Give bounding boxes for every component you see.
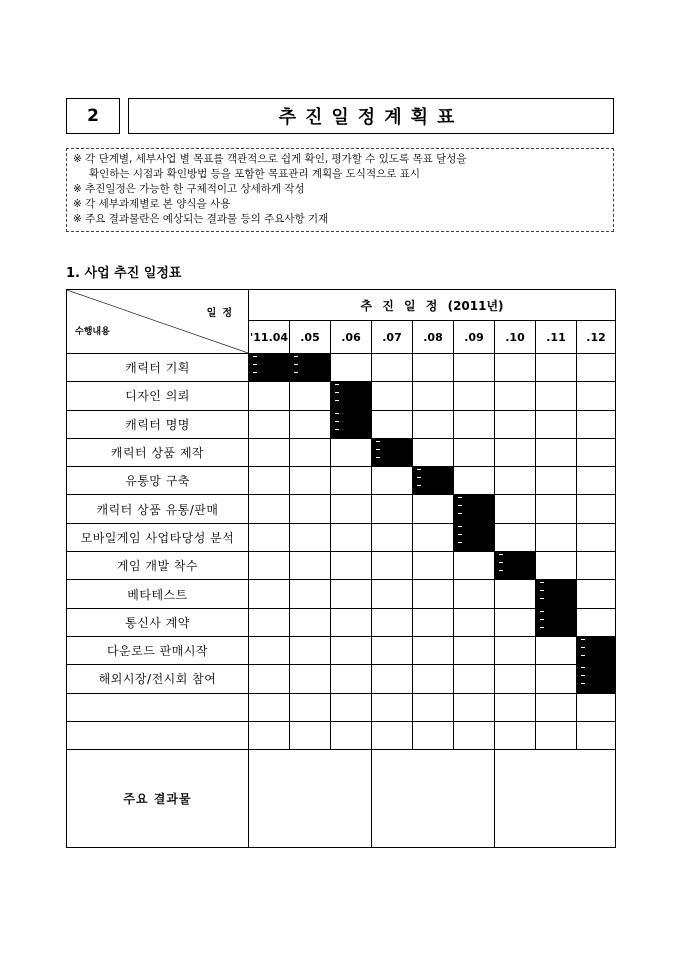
- schedule-cell: [577, 382, 616, 410]
- task-name: 해외시장/전시회 참여: [67, 665, 249, 693]
- schedule-cell: [249, 523, 290, 551]
- schedule-cell: [536, 523, 577, 551]
- schedule-cell: [536, 636, 577, 664]
- schedule-cell: [413, 382, 454, 410]
- month-header: '11.04: [249, 321, 290, 354]
- task-name: 캐릭터 상품 유통/판매: [67, 495, 249, 523]
- schedule-cell: [495, 410, 536, 438]
- task-row: [67, 721, 616, 749]
- schedule-cell: [372, 495, 413, 523]
- corner-label-tasks: 수행내용: [75, 327, 110, 337]
- note-line: ※ 추진일정은 가능한 한 구체적이고 상세하게 작성: [73, 183, 305, 195]
- schedule-cell: [249, 665, 290, 693]
- schedule-cell: [536, 438, 577, 466]
- schedule-cell: [495, 467, 536, 495]
- schedule-bar: [249, 354, 290, 382]
- schedule-cell: [413, 552, 454, 580]
- schedule-bar: [495, 552, 536, 580]
- schedule-cell: [536, 410, 577, 438]
- schedule-cell: [454, 354, 495, 382]
- schedule-cell: [495, 354, 536, 382]
- schedule-cell: [413, 636, 454, 664]
- schedule-cell: [536, 495, 577, 523]
- results-cell: [249, 750, 372, 848]
- schedule-cell: [290, 523, 331, 551]
- schedule-bar: [331, 410, 372, 438]
- section-number: 2: [66, 98, 120, 134]
- schedule-cell: [372, 608, 413, 636]
- schedule-cell: [536, 354, 577, 382]
- schedule-cell: [249, 552, 290, 580]
- task-name: 캐릭터 상품 제작: [67, 438, 249, 466]
- schedule-cell: [249, 410, 290, 438]
- schedule-cell: [577, 693, 616, 721]
- schedule-cell: [290, 438, 331, 466]
- schedule-cell: [372, 354, 413, 382]
- schedule-cell: [454, 693, 495, 721]
- schedule-cell: [577, 580, 616, 608]
- schedule-cell: [577, 354, 616, 382]
- schedule-cell: [413, 721, 454, 749]
- schedule-cell: [372, 636, 413, 664]
- note-line: ※ 주요 결과물란은 예상되는 결과물 등의 주요사항 기재: [73, 213, 329, 225]
- schedule-bar: [413, 467, 454, 495]
- schedule-cell: [577, 438, 616, 466]
- schedule-cell: [372, 693, 413, 721]
- schedule-cell: [413, 580, 454, 608]
- schedule-subheading: 1. 사업 추진 일정표: [66, 266, 182, 281]
- task-name: 베타테스트: [67, 580, 249, 608]
- schedule-cell: [454, 721, 495, 749]
- schedule-cell: [495, 608, 536, 636]
- schedule-cell: [577, 467, 616, 495]
- schedule-cell: [495, 438, 536, 466]
- schedule-cell: [454, 467, 495, 495]
- instruction-notes: [66, 148, 614, 232]
- task-row: [67, 467, 616, 495]
- section-title: 추진일정계획표: [128, 98, 614, 134]
- task-row: [67, 608, 616, 636]
- task-name: 유통망 구축: [67, 467, 249, 495]
- results-cell: [495, 750, 616, 848]
- task-name: [67, 693, 249, 721]
- schedule-cell: [413, 523, 454, 551]
- note-line: 확인하는 시점과 확인방법 등을 포함한 목표관리 계획을 도식적으로 표시: [89, 168, 420, 180]
- schedule-bar: [290, 354, 331, 382]
- schedule-cell: [577, 410, 616, 438]
- schedule-bar: [454, 495, 495, 523]
- schedule-title: 추 진 일 정 (2011년): [249, 290, 616, 321]
- schedule-cell: [495, 665, 536, 693]
- diagonal-divider: [67, 290, 248, 353]
- schedule-cell: [372, 467, 413, 495]
- schedule-cell: [577, 608, 616, 636]
- month-header: .08: [413, 321, 454, 354]
- schedule-bar: [372, 438, 413, 466]
- schedule-cell: [454, 665, 495, 693]
- schedule-cell: [331, 552, 372, 580]
- schedule-cell: [249, 382, 290, 410]
- task-row: [67, 636, 616, 664]
- corner-header-cell: [67, 290, 249, 354]
- schedule-cell: [454, 438, 495, 466]
- note-line: ※ 각 단계별, 세부사업 별 목표를 객관적으로 쉽게 확인, 평가할 수 있도록 목표 달성을: [73, 153, 467, 165]
- schedule-cell: [249, 608, 290, 636]
- task-row: [67, 438, 616, 466]
- schedule-cell: [577, 552, 616, 580]
- results-row: [67, 750, 616, 848]
- schedule-cell: [413, 354, 454, 382]
- task-name: 캐릭터 명명: [67, 410, 249, 438]
- schedule-cell: [413, 608, 454, 636]
- schedule-cell: [290, 580, 331, 608]
- results-cell: [372, 750, 495, 848]
- schedule-cell: [495, 580, 536, 608]
- schedule-cell: [290, 665, 331, 693]
- schedule-cell: [413, 693, 454, 721]
- task-name: [67, 721, 249, 749]
- schedule-cell: [290, 382, 331, 410]
- schedule-cell: [536, 382, 577, 410]
- schedule-cell: [372, 410, 413, 438]
- month-header: .09: [454, 321, 495, 354]
- task-row: [67, 354, 616, 382]
- schedule-cell: [290, 636, 331, 664]
- schedule-cell: [331, 693, 372, 721]
- task-row: [67, 580, 616, 608]
- schedule-cell: [372, 382, 413, 410]
- schedule-cell: [290, 608, 331, 636]
- task-row: [67, 693, 616, 721]
- month-header: .10: [495, 321, 536, 354]
- schedule-cell: [536, 467, 577, 495]
- schedule-cell: [454, 552, 495, 580]
- month-header: .11: [536, 321, 577, 354]
- schedule-cell: [372, 665, 413, 693]
- schedule-cell: [331, 354, 372, 382]
- schedule-cell: [454, 636, 495, 664]
- schedule-cell: [290, 495, 331, 523]
- schedule-cell: [331, 467, 372, 495]
- schedule-cell: [536, 665, 577, 693]
- schedule-cell: [495, 495, 536, 523]
- month-header: .07: [372, 321, 413, 354]
- schedule-bar: [536, 580, 577, 608]
- schedule-cell: [331, 438, 372, 466]
- schedule-cell: [290, 721, 331, 749]
- schedule-cell: [249, 636, 290, 664]
- corner-label-schedule: 일정: [206, 308, 238, 319]
- schedule-cell: [413, 665, 454, 693]
- schedule-bar: [577, 665, 616, 693]
- schedule-bar: [454, 523, 495, 551]
- schedule-cell: [249, 721, 290, 749]
- task-name: 통신사 계약: [67, 608, 249, 636]
- schedule-cell: [413, 495, 454, 523]
- schedule-cell: [249, 467, 290, 495]
- task-name: 모바일게임 사업타당성 분석: [67, 523, 249, 551]
- schedule-cell: [495, 523, 536, 551]
- schedule-cell: [249, 438, 290, 466]
- schedule-cell: [331, 580, 372, 608]
- schedule-cell: [331, 636, 372, 664]
- schedule-cell: [331, 608, 372, 636]
- schedule-cell: [454, 410, 495, 438]
- month-header: .12: [577, 321, 616, 354]
- schedule-cell: [495, 693, 536, 721]
- task-row: [67, 382, 616, 410]
- schedule-table: [66, 289, 616, 848]
- task-row: [67, 665, 616, 693]
- schedule-cell: [290, 693, 331, 721]
- task-name: 디자인 의뢰: [67, 382, 249, 410]
- schedule-cell: [454, 608, 495, 636]
- schedule-cell: [372, 523, 413, 551]
- schedule-cell: [413, 438, 454, 466]
- schedule-cell: [413, 410, 454, 438]
- task-name: 다운로드 판매시작: [67, 636, 249, 664]
- schedule-cell: [331, 495, 372, 523]
- schedule-cell: [454, 580, 495, 608]
- schedule-cell: [331, 721, 372, 749]
- schedule-cell: [495, 382, 536, 410]
- task-name: 캐릭터 기획: [67, 354, 249, 382]
- schedule-cell: [495, 636, 536, 664]
- task-row: [67, 552, 616, 580]
- month-header: .06: [331, 321, 372, 354]
- schedule-cell: [454, 382, 495, 410]
- schedule-cell: [249, 495, 290, 523]
- schedule-cell: [495, 721, 536, 749]
- schedule-cell: [290, 467, 331, 495]
- schedule-cell: [536, 721, 577, 749]
- task-row: [67, 495, 616, 523]
- task-name: 게임 개발 착수: [67, 552, 249, 580]
- task-row: [67, 523, 616, 551]
- schedule-cell: [372, 552, 413, 580]
- schedule-bar: [536, 608, 577, 636]
- schedule-cell: [577, 721, 616, 749]
- schedule-bar: [577, 636, 616, 664]
- schedule-cell: [372, 580, 413, 608]
- schedule-cell: [290, 552, 331, 580]
- results-label: 주요 결과물: [67, 750, 249, 848]
- schedule-cell: [331, 665, 372, 693]
- schedule-cell: [536, 693, 577, 721]
- schedule-cell: [536, 552, 577, 580]
- schedule-cell: [331, 523, 372, 551]
- schedule-cell: [577, 495, 616, 523]
- month-header: .05: [290, 321, 331, 354]
- schedule-cell: [290, 410, 331, 438]
- schedule-cell: [577, 523, 616, 551]
- task-row: [67, 410, 616, 438]
- schedule-cell: [249, 580, 290, 608]
- note-line: ※ 각 세부과제별로 본 양식을 사용: [73, 198, 231, 210]
- schedule-cell: [249, 693, 290, 721]
- schedule-bar: [331, 382, 372, 410]
- schedule-cell: [372, 721, 413, 749]
